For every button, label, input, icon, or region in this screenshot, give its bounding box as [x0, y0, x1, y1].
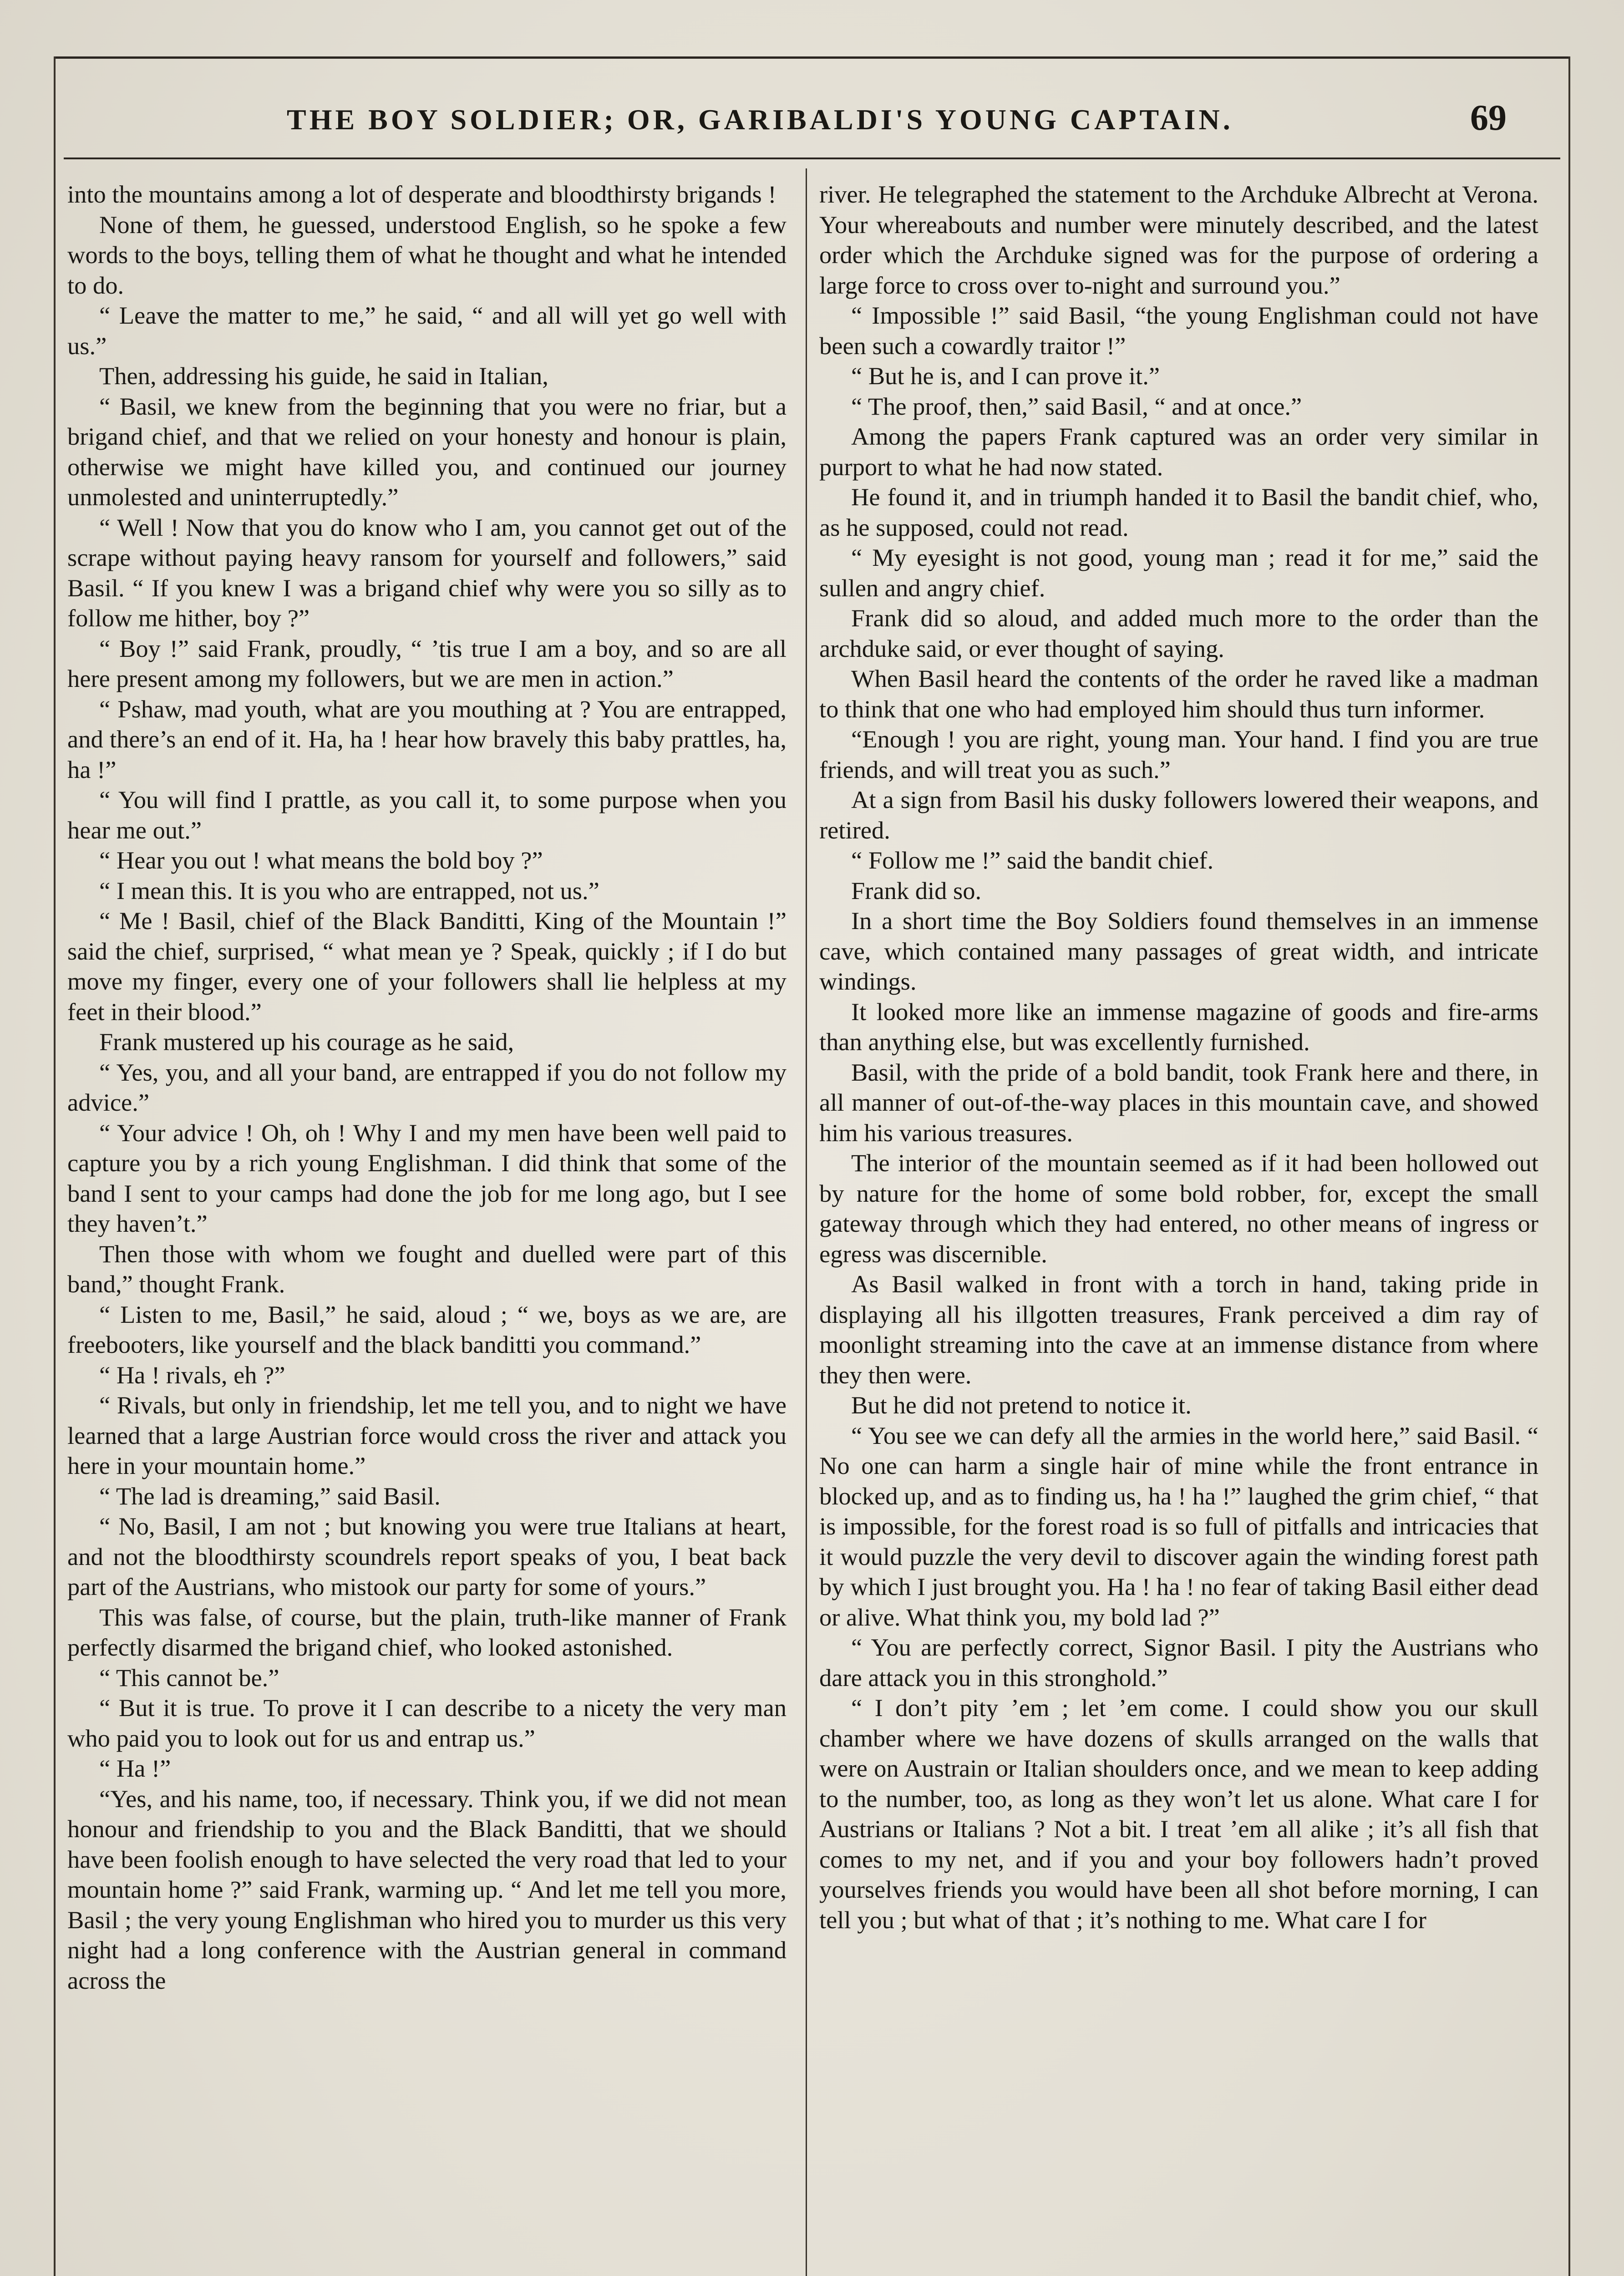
header-rule: [64, 157, 1560, 159]
paragraph: “ Me ! Basil, chief of the Black Banditti, King of the Mountain !” said the chief, surprised, “ what mean ye ? Speak, quickly ; if I do but move my finger, every one of your followers shall lie helpless at my feet in their blood.”: [67, 907, 787, 1026]
column-divider: [806, 168, 807, 2276]
paragraph: In a short time the Boy Soldiers found themselves in an immense cave, which contained many passages of great width, and intricate windings.: [819, 907, 1538, 995]
paragraph: “ Rivals, but only in friendship, let me tell you, and to night we have learned that a large Austrian force would cross the river and attack you here in your mountain home.”: [67, 1391, 787, 1479]
paragraph: “ But it is true. To prove it I can describe to a nicety the very man who paid you to look out for us and entrap us.”: [67, 1694, 787, 1752]
paragraph: “ Pshaw, mad youth, what are you mouthing at ? You are entrapped, and there’s an end of it. Ha, ha ! hear how bravely this baby prattles, ha, ha !”: [67, 695, 787, 783]
paragraph: He found it, and in triumph handed it to Basil the bandit chief, who, as he supposed, could not read.: [819, 483, 1538, 541]
paragraph: At a sign from Basil his dusky followers lowered their weapons, and retired.: [819, 786, 1538, 844]
top-border-rule: [54, 56, 1570, 59]
paragraph: Among the papers Frank captured was an order very similar in purport to what he had now stated.: [819, 422, 1538, 481]
paragraph: The interior of the mountain seemed as if it had been hollowed out by nature for the home of some bold robber, for, except the small gateway through which they had entered, no other means of ingress or egress was discernible.: [819, 1149, 1538, 1268]
paragraph: into the mountains among a lot of desperate and bloodthirsty brigands !: [67, 180, 776, 208]
paragraph: “Enough ! you are right, young man. Your hand. I find you are true friends, and will treat you as such.”: [819, 725, 1538, 783]
paragraph: But he did not pretend to notice it.: [851, 1391, 1192, 1419]
paragraph: “ The proof, then,” said Basil, “ and at once.”: [851, 392, 1302, 420]
paragraph: Frank did so aloud, and added much more to the order than the archduke said, or ever thought of saying.: [819, 604, 1538, 662]
paragraph: “Yes, and his name, too, if necessary. Think you, if we did not mean honour and friendship to you and the Black Banditti, that we should have been foolish enough to have selected the very road that led to your mountain home ?” said Frank, warming up. “ And let me tell you more, Basil ; the very young Englishman who hired you to murder us this very night had a long conference with the Austrian general in command across the: [67, 1784, 787, 1994]
paragraph: “ Boy !” said Frank, proudly, “ ’tis true I am a boy, and so are all here present among my followers, but we are men in action.”: [67, 634, 787, 692]
paragraph: “ Hear you out ! what means the bold boy ?”: [99, 846, 543, 874]
paragraph: “ I mean this. It is you who are entrapped, not us.”: [99, 876, 599, 904]
text-column-right: [819, 179, 1538, 2276]
paragraph: Then those with whom we fought and duelled were part of this band,” thought Frank.: [67, 1240, 787, 1298]
paragraph: “ I don’t pity ’em ; let ’em come. I could show you our skull chamber where we have dozens of skulls arranged on the walls that were on Austrain or Italian shoulders once, and we mean to keep adding to the number, too, as long as they won’t let us alone. What care I for Austrians or Italians ? Not a bit. I treat ’em all alike ; it’s all fish that comes to my net, and if you and your boy followers hadn’t proved yourselves friends you would have been all shot before morning, I can tell you ; but what of that ; it’s nothing to me. What care I for: [819, 1694, 1538, 1934]
page-header: [59, 91, 1516, 155]
paragraph: “ Impossible !” said Basil, “the young Englishman could not have been such a cowardly traitor !”: [819, 301, 1538, 360]
paragraph: When Basil heard the contents of the order he raved like a madman to think that one who had employed him should thus turn informer.: [819, 665, 1538, 723]
paragraph: “ Leave the matter to me,” he said, “ and all will yet go well with us.”: [67, 301, 787, 360]
right-border-rule: [1568, 56, 1570, 2276]
paragraph: “ The lad is dreaming,” said Basil.: [99, 1482, 441, 1510]
paragraph: “ Ha !”: [99, 1754, 171, 1782]
paragraph: “ This cannot be.”: [99, 1663, 279, 1692]
paragraph: river. He telegraphed the statement to the Archduke Albrecht at Verona. Your whereabouts and number were minutely described, and the latest order which the Archduke signed was for the purpose of ordering a large force to cross over to-night and surround you.”: [819, 180, 1538, 299]
paragraph: This was false, of course, but the plain, truth-like manner of Frank perfectly disarmed the brigand chief, who looked astonished.: [67, 1603, 787, 1661]
paragraph: “ You will find I prattle, as you call it, to some purpose when you hear me out.”: [67, 786, 787, 844]
paragraph: “ Follow me !” said the bandit chief.: [851, 846, 1214, 874]
left-border-rule: [54, 56, 56, 2276]
paragraph: “ Well ! Now that you do know who I am, you cannot get out of the scrape without paying heavy ransom for yourself and followers,” said Basil. “ If you knew I was a brigand chief why were you so silly as to follow me hither, boy ?”: [67, 513, 787, 632]
paragraph: “ But he is, and I can prove it.”: [851, 362, 1160, 390]
running-title: THE BOY SOLDIER; OR, GARIBALDI'S YOUNG CAPTAIN.: [287, 103, 1233, 136]
paragraph: As Basil walked in front with a torch in hand, taking pride in displaying all his illgotten treasures, Frank perceived a dim ray of moonlight streaming into the cave at an immense distance from where they then were.: [819, 1270, 1538, 1389]
paragraph: It looked more like an immense magazine of goods and fire-arms than anything else, but was excellently furnished.: [819, 997, 1538, 1056]
paragraph: “ My eyesight is not good, young man ; read it for me,” said the sullen and angry chief.: [819, 544, 1538, 602]
paragraph: “ Listen to me, Basil,” he said, aloud ; “ we, boys as we are, are freebooters, like yourself and the black banditti you command.”: [67, 1300, 787, 1358]
paragraph: “ No, Basil, I am not ; but knowing you were true Italians at heart, and not the bloodthirsty scoundrels report speaks of you, I beat back part of the Austrians, who mistook our party for some of yours.”: [67, 1512, 787, 1600]
text-column-left: [67, 179, 787, 2276]
paragraph: “ Yes, you, and all your band, are entrapped if you do not follow my advice.”: [67, 1058, 787, 1116]
paragraph: “ Your advice ! Oh, oh ! Why I and my men have been well paid to capture you by a rich young Englishman. I did think that some of the band I sent to your camps had done the job for me long ago, but I see they haven’t.”: [67, 1118, 787, 1237]
paragraph: “ You are perfectly correct, Signor Basil. I pity the Austrians who dare attack you in this stronghold.”: [819, 1633, 1538, 1692]
paragraph: Frank did so.: [851, 876, 982, 904]
paragraph: Frank mustered up his courage as he said,: [99, 1028, 514, 1056]
page-number: 69: [1470, 98, 1507, 138]
paragraph: “ You see we can defy all the armies in the world here,” said Basil. “ No one can harm a single hair of mine while the front entrance in blocked up, and as to finding us, ha ! ha !” laughed the grim chief, “ that is impossible, for the forest road is so full of pitfalls and intricacies that it would puzzle the very devil to discover again the winding forest path by which I just brought you. Ha ! ha ! no fear of taking Basil either dead or alive. What think you, my bold lad ?”: [819, 1421, 1538, 1631]
paragraph: Then, addressing his guide, he said in Italian,: [99, 362, 548, 390]
paragraph: “ Basil, we knew from the beginning that you were no friar, but a brigand chief, and that we relied on your honesty and honour is plain, otherwise we might have killed you, and continued our journey unmolested and uninterruptedly.”: [67, 392, 787, 511]
paragraph: None of them, he guessed, understood English, so he spoke a few words to the boys, telling them of what he thought and what he intended to do.: [67, 210, 787, 299]
paragraph: “ Ha ! rivals, eh ?”: [99, 1361, 285, 1389]
paragraph: Basil, with the pride of a bold bandit, took Frank here and there, in all manner of out-of-the-way places in this mountain cave, and showed him his various treasures.: [819, 1058, 1538, 1147]
